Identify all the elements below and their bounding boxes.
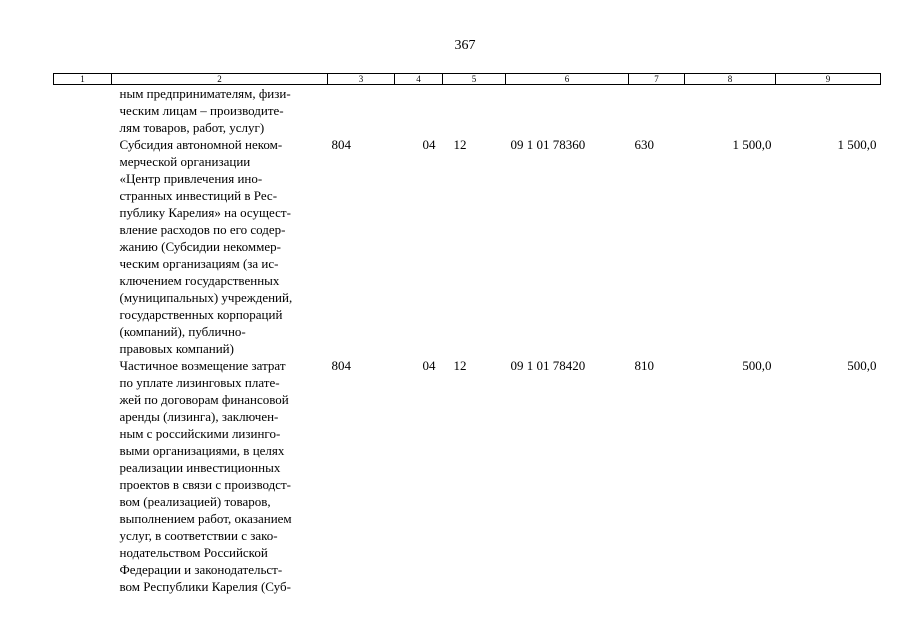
row-amount-2: 1 500,0	[837, 137, 877, 152]
column-header-7: 7	[629, 74, 685, 85]
row-description: Субсидия автономной неком- мерческой организации «Центр привлечения ино- странных инвестиций в Рес- публику Карелия» на осущест- вление расходов по его содер- жанию (Субсидии некоммер- ческим организациям (за ис- ключением государственных (муниципальных) учреждений, государственных корпораций (компаний), публично- правовых компаний)	[119, 137, 293, 356]
row-target-code: 09 1 01 78360	[510, 137, 586, 152]
budget-table	[53, 73, 881, 595]
row-target-code: 09 1 01 78420	[510, 358, 586, 373]
page-number: 367	[454, 38, 476, 53]
row-target-code	[506, 85, 629, 137]
row-amount-2	[776, 85, 881, 137]
column-number-row	[54, 74, 881, 85]
row-ministry-code: 804	[331, 137, 351, 152]
row-amount-1	[685, 85, 776, 137]
column-header-4: 4	[395, 74, 443, 85]
column-header-5: 5	[443, 74, 506, 85]
row-amount-1: 500,0	[742, 358, 772, 373]
table-row	[54, 85, 881, 137]
column-header-8: 8	[685, 74, 776, 85]
row-ministry-code: 804	[331, 358, 351, 373]
row-expense-type: 810	[634, 358, 654, 373]
table-row	[54, 136, 881, 357]
column-header-9: 9	[776, 74, 881, 85]
row-subsection-code	[443, 85, 506, 137]
table-row	[54, 357, 881, 595]
column-header-2: 2	[112, 74, 328, 85]
row-section-code	[395, 85, 443, 137]
row-amount-1: 1 500,0	[732, 137, 772, 152]
row-amount-2: 500,0	[847, 358, 877, 373]
row-subsection-code: 12	[453, 137, 467, 152]
column-header-3: 3	[328, 74, 395, 85]
row-section-code: 04	[422, 358, 436, 373]
row-subsection-code: 12	[453, 358, 467, 373]
row-ministry-code	[328, 85, 395, 137]
row-section-code: 04	[422, 137, 436, 152]
column-header-1: 1	[54, 74, 112, 85]
row-description: Частичное возмещение затрат по уплате лизинговых плате- жей по договорам финансовой аренды (лизинга), заключен- ным с российскими лизинго- выми организациями, в целях реализации инвестиционных проектов в связи с производст- вом (реализацией) товаров, выполнением работ, оказанием услуг, в соответствии с зако- нодательством Российской Федерации и законодательст- вом Республики Карелия (Суб-	[119, 358, 292, 594]
column-header-6: 6	[506, 74, 629, 85]
row-expense-type: 630	[634, 137, 654, 152]
row-description: ным предпринимателям, физи- ческим лицам – производите- лям товаров, работ, услуг)	[119, 86, 291, 135]
row-expense-type	[629, 85, 685, 137]
